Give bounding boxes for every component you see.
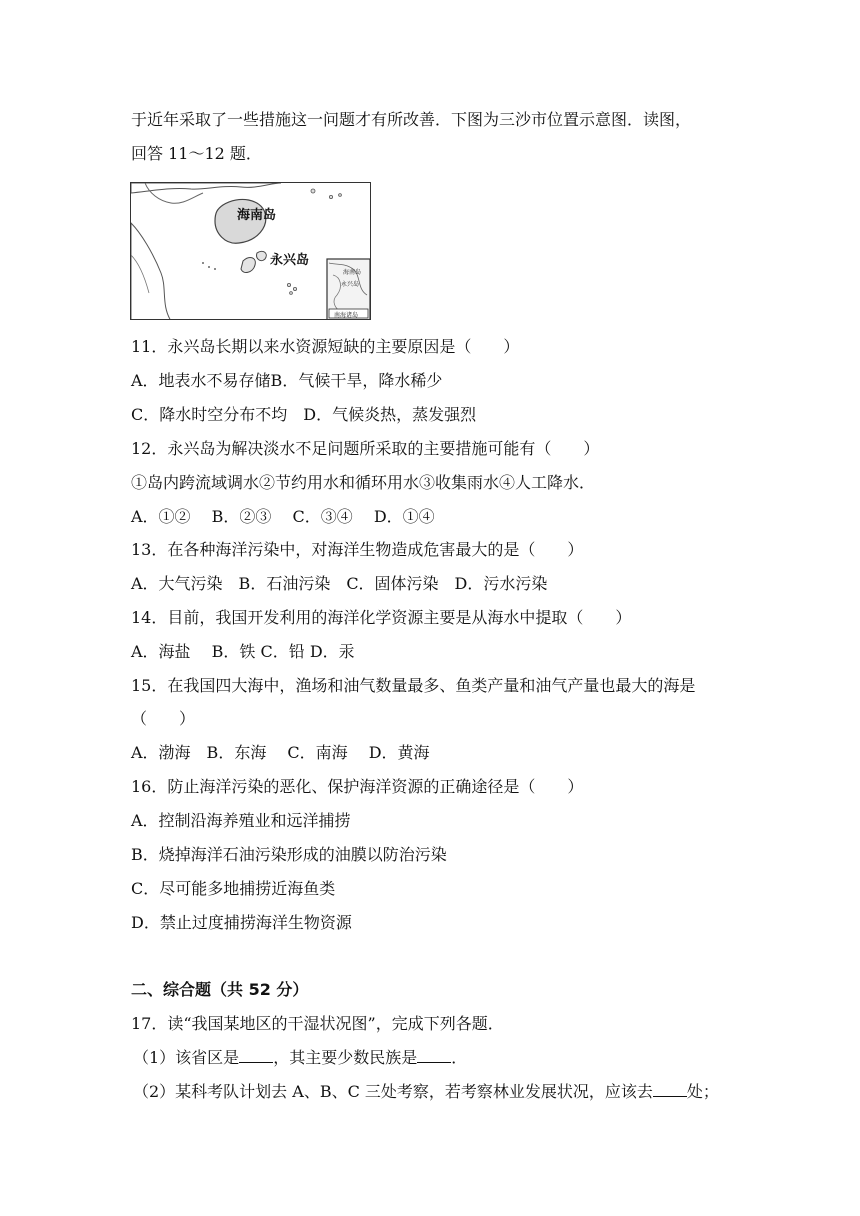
q16-option-a: A．控制沿海养殖业和远洋捕捞 — [131, 811, 351, 830]
q17-part1-text-a: （1）该省区是 — [133, 1048, 240, 1067]
q15-options: A．渤海 B．东海 C．南海 D．黄海 — [131, 743, 430, 762]
q12-stem: 12．永兴岛为解决淡水不足问题所采取的主要措施可能有（ ） — [131, 439, 600, 458]
map-label-hainan: 海南岛 — [237, 208, 277, 223]
q17-part2-text-b: 处； — [686, 1082, 719, 1101]
q12-statement: ①岛内跨流域调水②节约用水和循环用水③收集雨水④人工降水． — [131, 473, 596, 492]
sansha-location-map — [130, 182, 371, 320]
q15-stem-cont: （ ） — [131, 709, 196, 728]
q15-stem: 15．在我国四大海中，渔场和油气数量最多、鱼类产量和油气产量也最大的海是 — [131, 676, 696, 695]
q16-option-c: C．尽可能多地捕捞近海鱼类 — [131, 879, 336, 898]
q14-stem: 14．目前，我国开发利用的海洋化学资源主要是从海水中提取（ ） — [131, 608, 632, 627]
answer-blank-province[interactable] — [239, 1048, 273, 1063]
q16-option-b: B．烧掉海洋石油污染形成的油膜以防治污染 — [131, 845, 447, 864]
answer-blank-minority[interactable] — [417, 1048, 451, 1063]
q17-part1-text-b: ，其主要少数民族是 — [273, 1048, 418, 1067]
inset-label-hainan: 海南岛 — [343, 269, 362, 276]
q16-stem: 16．防止海洋污染的恶化、保护海洋资源的正确途径是（ ） — [131, 777, 584, 796]
q17-part2-text-a: （2）某科考队计划去 A、B、C 三处考察，若考察林业发展状况，应该去 — [133, 1082, 653, 1101]
q17-stem: 17．读“我国某地区的干湿状况图”，完成下列各题． — [131, 1014, 504, 1033]
q17-part2 — [133, 1081, 719, 1103]
q11-options-ab: A．地表水不易存储B．气候干旱，降水稀少 — [131, 371, 443, 390]
q13-options: A．大气污染 B．石油污染 C．固体污染 D．污水污染 — [131, 574, 548, 593]
q11-stem: 11．永兴岛长期以来水资源短缺的主要原因是（ ） — [131, 337, 520, 356]
map-label-yongxing: 永兴岛 — [270, 253, 310, 268]
mainland-coast-top — [131, 183, 281, 193]
q14-options: A．海盐 B．铁 C．铅 D．汞 — [131, 642, 355, 661]
q12-options: A．①② B．②③ C．③④ D．①④ — [131, 507, 435, 526]
q17-part1 — [133, 1047, 467, 1069]
q11-options-cd: C．降水时空分布不均 D．气候炎热，蒸发强烈 — [131, 405, 477, 424]
intro-line-2: 回答 11～12 题． — [131, 144, 262, 163]
inset-label-yongxing: 永兴岛 — [341, 281, 360, 288]
section2-heading: 二、综合题（共 52 分） — [131, 980, 309, 999]
answer-blank-location[interactable] — [653, 1082, 687, 1097]
island-cluster-1 — [241, 258, 255, 273]
inset-caption: 南海诸岛 — [334, 312, 359, 319]
q17-part1-text-c: ． — [451, 1048, 468, 1067]
mainland-coast-left — [131, 223, 171, 320]
q16-option-d: D．禁止过度捕捞海洋生物资源 — [131, 913, 352, 932]
q13-stem: 13．在各种海洋污染中，对海洋生物造成危害最大的是（ ） — [131, 540, 584, 559]
intro-line-1: 于近年采取了一些措施这一问题才有所改善．下图为三沙市位置示意图．读图， — [131, 110, 692, 129]
